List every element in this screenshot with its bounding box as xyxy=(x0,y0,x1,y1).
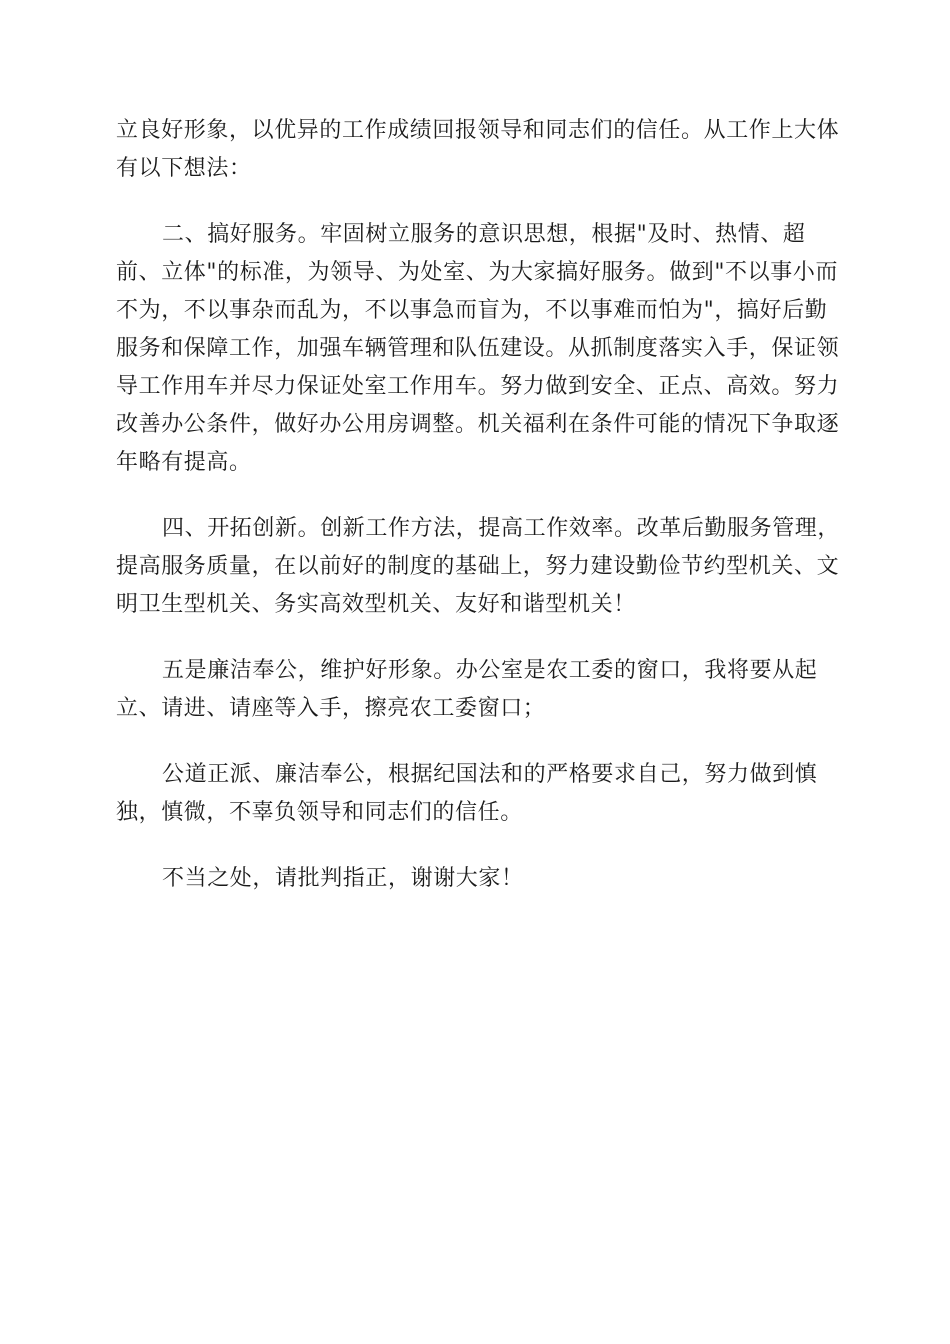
paragraph-closing xyxy=(116,860,832,898)
text-line: 立良好形象，以优异的工作成绩回报领导和同志们的信任。从工作上大体 xyxy=(116,118,840,143)
text-line: 提高服务质量，在以前好的制度的基础上，努力建设勤俭节约型机关、文 xyxy=(116,554,840,579)
text-line: 五是廉洁奉公，维护好形象。办公室是农工委的窗口，我将要从起 xyxy=(162,658,818,683)
text-line: 导工作用车并尽力保证处室工作用车。努力做到安全、正点、高效。努力 xyxy=(116,374,840,399)
paragraph-fairness xyxy=(116,756,832,832)
text-line: 不当之处，请批判指正，谢谢大家！ xyxy=(162,866,524,891)
text-line: 不为，不以事杂而乱为，不以事急而盲为，不以事难而怕为"，搞好后勤 xyxy=(116,298,828,323)
text-line: 明卫生型机关、务实高效型机关、友好和谐型机关！ xyxy=(116,592,636,617)
paragraph-innovation xyxy=(116,510,841,624)
text-line: 二、搞好服务。牢固树立服务的意识思想，根据"及时、热情、超 xyxy=(162,222,806,247)
text-line: 服务和保障工作，加强车辆管理和队伍建设。从抓制度落实入手，保证领 xyxy=(116,336,840,361)
text-line: 前、立体"的标准，为领导、为处室、为大家搞好服务。做到"不以事小而 xyxy=(116,260,839,285)
paragraph-service xyxy=(116,216,840,482)
text-line: 改善办公条件，做好办公用房调整。机关福利在条件可能的情况下争取逐 xyxy=(116,412,840,437)
text-line: 有以下想法： xyxy=(116,156,252,181)
text-line: 年略有提高。 xyxy=(116,450,252,475)
text-line: 四、开拓创新。创新工作方法，提高工作效率。改革后勤服务管理， xyxy=(162,516,841,541)
paragraph-intro-continuation xyxy=(116,112,840,188)
text-line: 独，慎微，不辜负领导和同志们的信任。 xyxy=(116,800,523,825)
text-line: 立、请进、请座等入手，擦亮农工委窗口； xyxy=(116,696,546,721)
document-body xyxy=(116,112,841,898)
text-line: 公道正派、廉洁奉公，根据纪国法和的严格要求自己，努力做到慎 xyxy=(162,762,818,787)
paragraph-integrity xyxy=(116,652,832,728)
